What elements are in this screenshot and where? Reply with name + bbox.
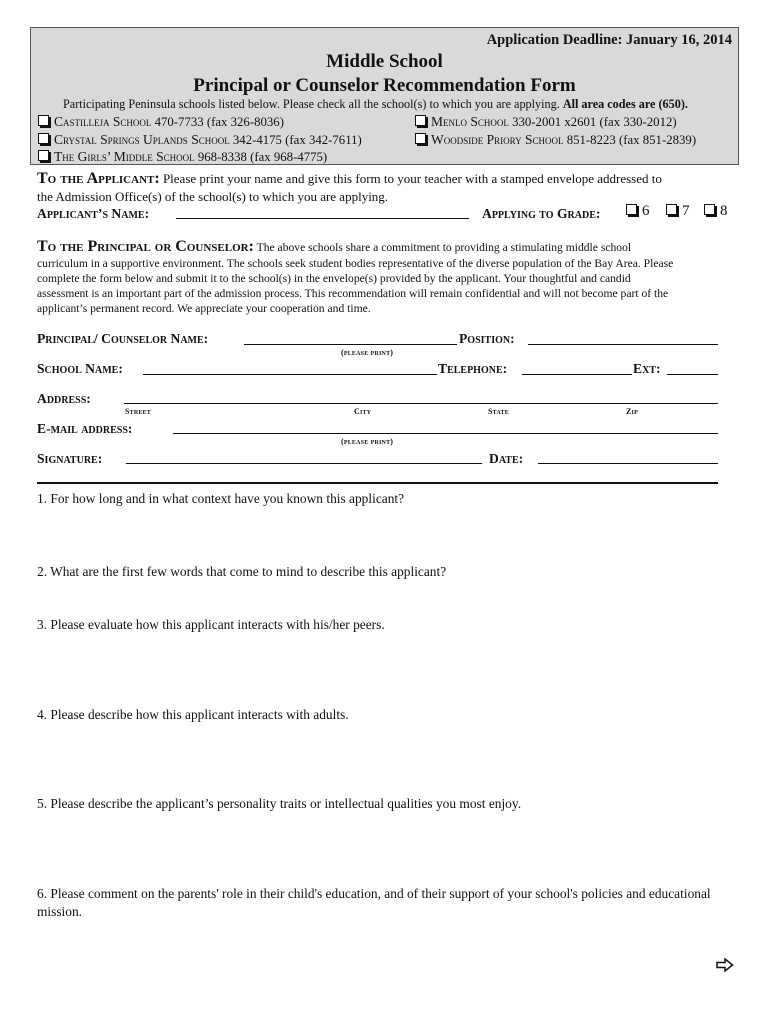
position-label: Position: [459, 331, 515, 346]
principal-heading: To the Principal or Counselor: [37, 238, 254, 255]
grade-option-8[interactable] [704, 203, 728, 220]
grade-6-label: 6 [642, 203, 650, 219]
arrow-right-icon [716, 958, 734, 972]
school-name-field[interactable] [143, 374, 437, 375]
application-deadline: Application Deadline: January 16, 2014 [486, 32, 732, 48]
principal-text-4: assessment is an important part of the admission process. This recommendation will remain confidential and will not become part of the [37, 287, 669, 300]
email-field[interactable] [173, 433, 718, 434]
school-option-menlo[interactable] [415, 114, 677, 130]
email-label: E-mail address: [37, 421, 133, 436]
section-divider [37, 482, 718, 484]
principal-instructions-line1 [37, 238, 631, 256]
school-contact: 851-8223 (fax 851-2839) [563, 133, 697, 147]
grade-option-7[interactable] [666, 203, 690, 220]
school-option-castilleja[interactable] [38, 114, 284, 130]
checkbox-icon[interactable] [704, 204, 715, 215]
grade-7-label: 7 [682, 203, 690, 219]
grade-option-6[interactable] [626, 203, 650, 220]
school-name-label: School Name: [37, 361, 123, 376]
question-6-text: 6. Please comment on the parents' role in their child's education, and of their support of your school's policies and educational mission. [37, 886, 711, 919]
school-contact: 470-7733 (fax 326-8036) [151, 115, 284, 129]
school-name: Woodside Priory School [431, 132, 564, 147]
telephone-field[interactable] [522, 374, 632, 375]
principal-name-field[interactable] [244, 344, 457, 345]
header-box [30, 27, 739, 165]
school-name: Castilleja School [54, 114, 152, 129]
signature-label: Signature: [37, 451, 103, 466]
please-print-note: (please print) [341, 348, 394, 357]
school-option-woodside-priory[interactable] [415, 132, 696, 148]
telephone-label: Telephone: [438, 361, 508, 376]
participating-schools-note [63, 97, 688, 112]
principal-text-5: applicant’s permanent record. We appreciate your cooperation and time. [37, 302, 371, 315]
grade-8-label: 8 [720, 203, 728, 219]
street-caption: Street [125, 407, 151, 416]
date-field[interactable] [538, 463, 718, 464]
participating-text: Participating Peninsula schools listed below. Please check all the school(s) to which you are applying. [63, 97, 563, 111]
zip-caption: Zip [626, 407, 638, 416]
applicant-heading: To the Applicant: [37, 170, 160, 187]
principal-name-label: Principal/ Counselor Name: [37, 331, 209, 346]
school-name: Menlo School [431, 114, 509, 129]
please-print-note: (please print) [341, 437, 394, 446]
question-3: 3. Please evaluate how this applicant interacts with his/her peers. [37, 617, 385, 632]
question-1: 1. For how long and in what context have you known this applicant? [37, 491, 405, 506]
date-label: Date: [489, 451, 524, 466]
form-title-line2: Principal or Counselor Recommendation Form [193, 75, 576, 96]
checkbox-icon[interactable] [626, 204, 637, 215]
school-name: Crystal Springs Uplands School [54, 132, 230, 147]
school-contact: 330-2001 x2601 (fax 330-2012) [508, 115, 677, 129]
applicant-instructions-line1 [37, 170, 662, 188]
question-4: 4. Please describe how this applicant interacts with adults. [37, 707, 349, 722]
school-contact: 968-8338 (fax 968-4775) [194, 150, 328, 164]
ext-field[interactable] [667, 374, 718, 375]
school-contact: 342-4175 (fax 342-7611) [229, 133, 362, 147]
applicant-instructions-line2: the Admission Office(s) of the school(s) to which you are applying. [37, 189, 389, 204]
city-caption: City [354, 407, 372, 416]
checkbox-icon[interactable] [38, 115, 49, 126]
area-codes-note: All area codes are (650). [562, 97, 688, 111]
checkbox-icon[interactable] [38, 133, 49, 144]
form-title-line1: Middle School [326, 51, 443, 72]
address-label: Address: [37, 391, 91, 406]
position-field[interactable] [528, 344, 718, 345]
applicant-text-1: Please print your name and give this form to your teacher with a stamped envelope addressed to [159, 171, 662, 186]
school-name: The Girls’ Middle School [54, 149, 195, 164]
school-option-girls-middle-school[interactable] [38, 149, 327, 165]
state-caption: State [488, 407, 509, 416]
question-2: 2. What are the first few words that come to mind to describe this applicant? [37, 564, 447, 579]
school-option-crystal-springs[interactable] [38, 132, 362, 148]
principal-text-2: curriculum in a supportive environment. The schools seek student bodies representative of the diverse population of the Bay Area. Please [37, 257, 674, 270]
checkbox-icon[interactable] [666, 204, 677, 215]
principal-text-3: complete the form below and submit it to the school(s) in the envelope(s) provided by the applicant. Your thoughtful and candid [37, 272, 631, 285]
applicant-name-field[interactable] [176, 218, 469, 219]
checkbox-icon[interactable] [38, 150, 49, 161]
checkbox-icon[interactable] [415, 133, 426, 144]
principal-text-1: The above schools share a commitment to providing a stimulating middle school [253, 241, 632, 254]
grade-label: Applying to Grade: [482, 206, 601, 221]
ext-label: Ext: [633, 361, 661, 376]
question-5: 5. Please describe the applicant’s personality traits or intellectual qualities you most enjoy. [37, 796, 522, 811]
question-6 [37, 885, 737, 921]
checkbox-icon[interactable] [415, 115, 426, 126]
address-field[interactable] [124, 403, 718, 404]
applicant-name-label: Applicant’s Name: [37, 206, 150, 221]
signature-field[interactable] [126, 463, 482, 464]
